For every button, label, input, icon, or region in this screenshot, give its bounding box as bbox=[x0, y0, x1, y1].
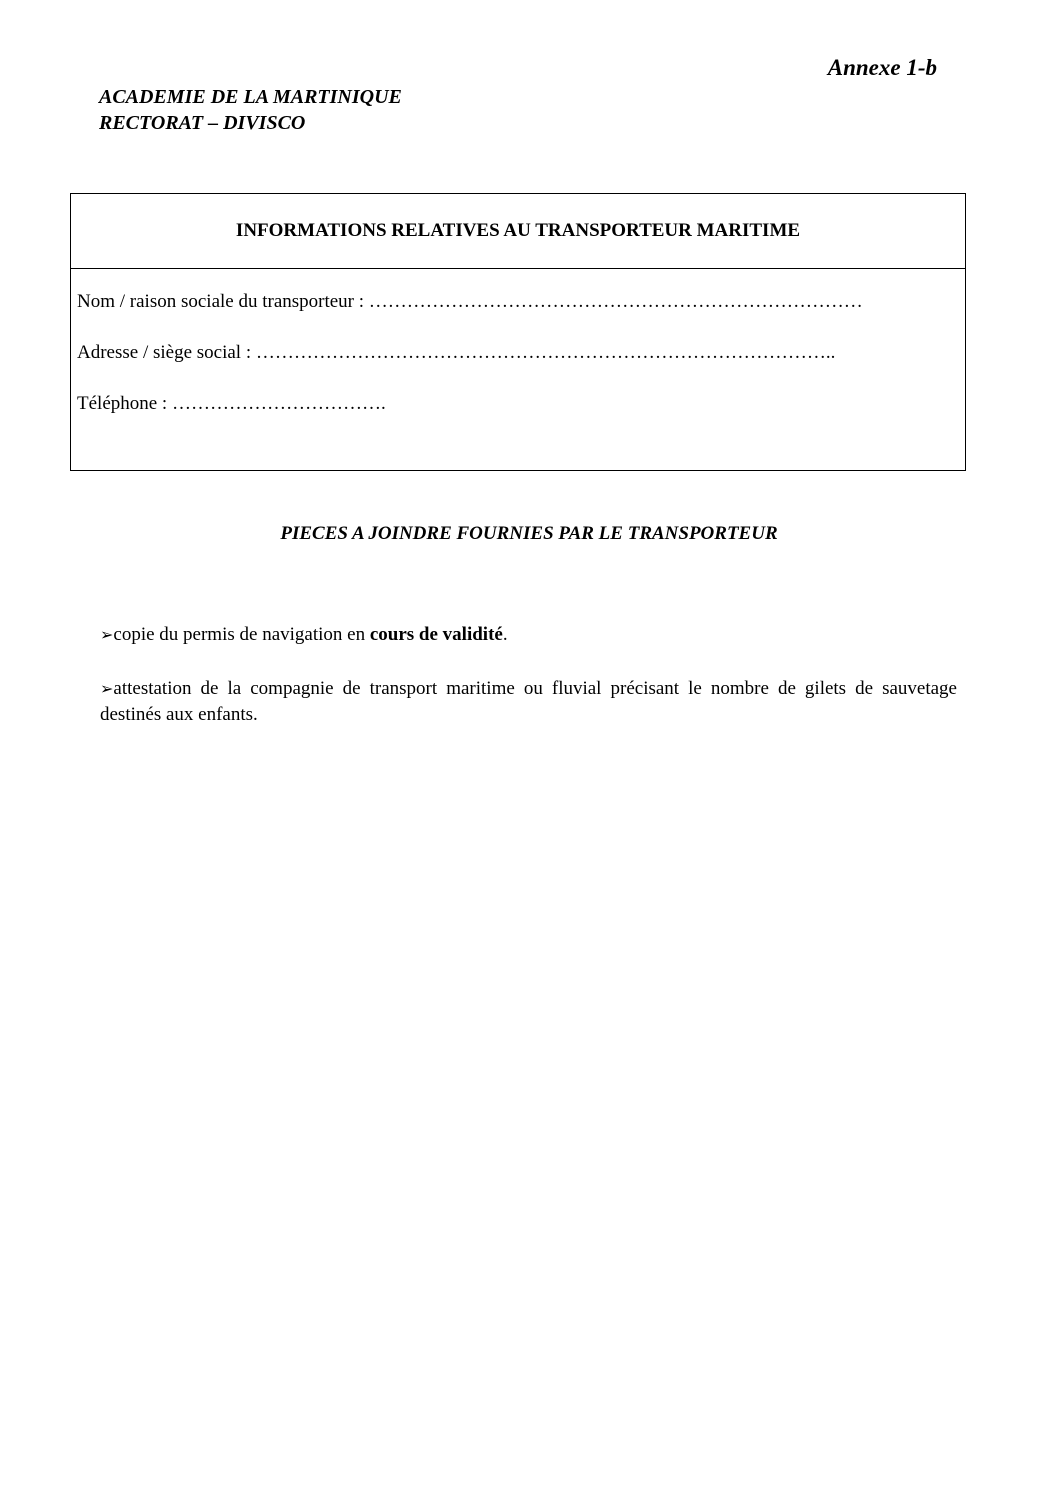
transporter-name-label: Nom / raison sociale du transporteur : bbox=[77, 291, 365, 312]
transporter-phone-field bbox=[77, 392, 959, 416]
list-item-text: copie du permis de navigation en bbox=[113, 624, 370, 645]
transporter-info-title: INFORMATIONS RELATIVES AU TRANSPORTEUR MARITIME bbox=[71, 194, 965, 269]
list-item-text: attestation de la compagnie de transport maritime ou fluvial précisant le nombre de gilets de sauvetage destinés aux enfants. bbox=[100, 678, 957, 725]
transporter-address-label: Adresse / siège social : bbox=[77, 342, 252, 363]
transporter-phone-blank: ……………………………. bbox=[171, 393, 386, 414]
annex-label: Annexe 1-b bbox=[827, 55, 937, 80]
required-documents-title: PIECES A JOINDRE FOURNIES PAR LE TRANSPORTEUR bbox=[280, 523, 778, 544]
transporter-address-field bbox=[77, 341, 959, 365]
required-documents-list bbox=[100, 622, 957, 728]
list-item-emphasis: cours de validité bbox=[369, 624, 503, 645]
organization-department: RECTORAT – DIVISCO bbox=[99, 112, 306, 134]
transporter-field-list bbox=[71, 290, 965, 416]
organization-name: ACADEMIE DE LA MARTINIQUE bbox=[99, 86, 402, 108]
arrow-bullet-icon: ➢ bbox=[100, 625, 114, 644]
list-item bbox=[100, 676, 957, 728]
transporter-address-blank: ……………………………………………………………………………….. bbox=[255, 342, 836, 363]
list-item bbox=[100, 622, 957, 648]
transporter-phone-label: Téléphone : bbox=[77, 393, 168, 414]
organization-header bbox=[99, 84, 402, 136]
transporter-name-blank: …………………………………………………………………… bbox=[368, 291, 863, 312]
list-item-text-end: . bbox=[502, 624, 508, 645]
transporter-name-field bbox=[77, 290, 959, 314]
arrow-bullet-icon: ➢ bbox=[100, 679, 114, 698]
transporter-info-box bbox=[70, 193, 966, 471]
